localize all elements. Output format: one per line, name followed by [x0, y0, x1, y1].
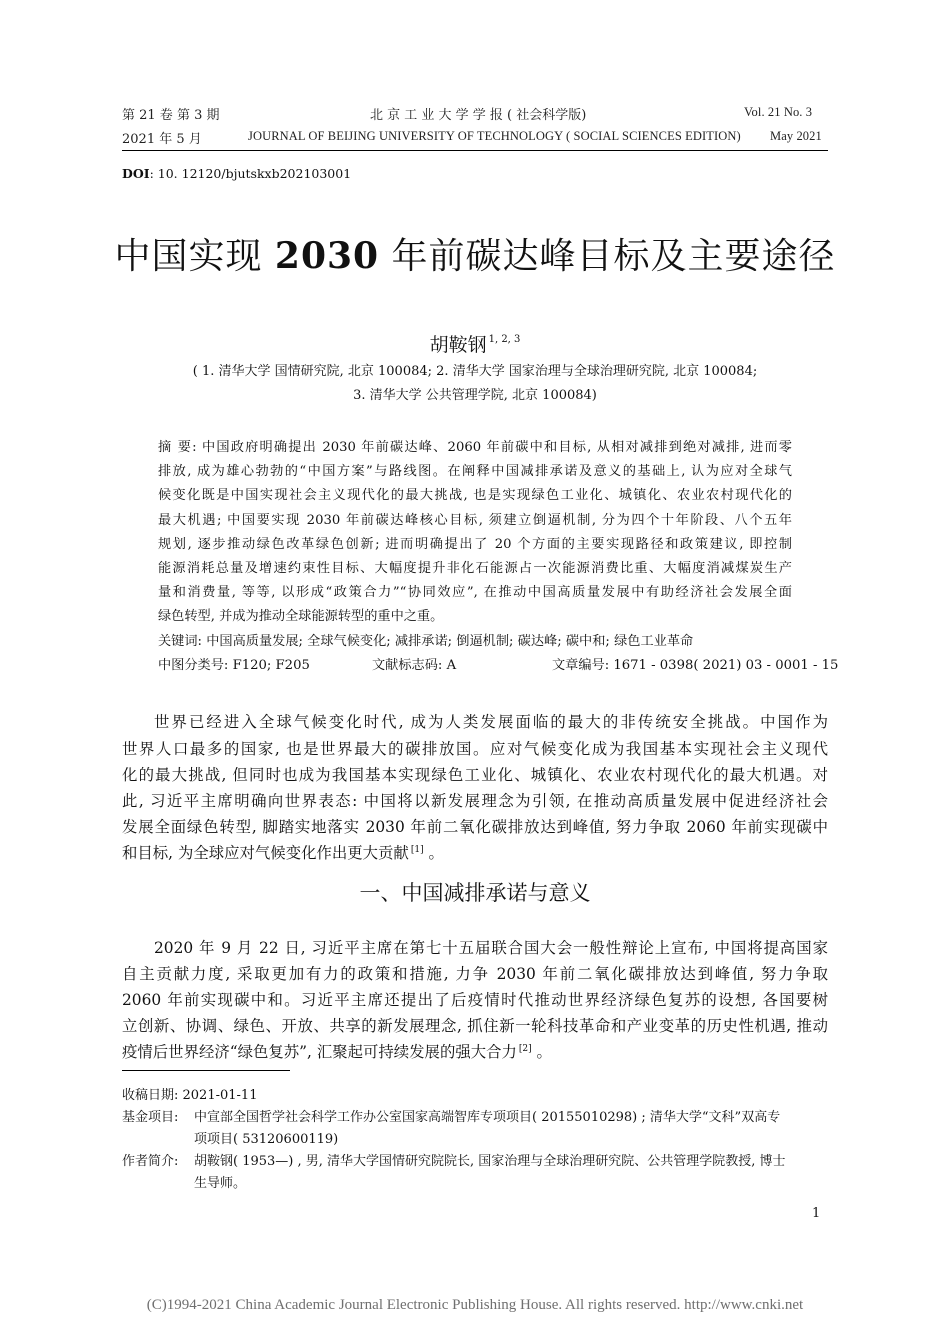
- affiliation-line: 3. 清华大学 公共管理学院, 北京 100084): [353, 388, 597, 403]
- document-code: 文献标志码: A: [372, 658, 457, 673]
- section1-line: 自主贡献力度, 采取更加有力的政策和措施, 力争 2030 年前二氧化碳排放达到峰值, 努力争取: [122, 965, 828, 983]
- author-bio-line: 胡鞍钢( 1953—) , 男, 清华大学国情研究院院长, 国家治理与全球治理研究院、公共管理学院教授, 博士: [194, 1154, 786, 1169]
- article-number: 文章编号: 1671 - 0398( 2021) 03 - 0001 - 15: [552, 658, 839, 673]
- section1-line: 立创新、协调、绿色、开放、共享的新发展理念, 抓住新一轮科技革命和产业变革的历史性机遇, 推动: [122, 1017, 828, 1035]
- intro-last-line: [122, 841, 828, 863]
- abstract-line: 摘 要: 中国政府明确提出 2030 年前碳达峰、2060 年前碳中和目标, 从相对减排到绝对减排, 进而零: [158, 440, 792, 455]
- intro-line: 化的最大挑战, 但同时也成为我国基本实现绿色工业化、城镇化、农业农村现代化的最大机遇。对: [122, 766, 828, 784]
- title-pre: 中国实现: [114, 236, 275, 277]
- title-year: 2030: [274, 235, 380, 277]
- fund-text-line: 中宣部全国哲学社会科学工作办公室国家高端智库专项项目( 20155010298) ; 清华大学“文科”双高专: [194, 1110, 781, 1125]
- intro-last-text: 和目标, 为全球应对气候变化作出更大贡献: [122, 844, 409, 862]
- title-post: 年前碳达峰目标及主要途径: [379, 236, 836, 277]
- author-name: 胡鞍钢: [429, 334, 487, 356]
- header-vol-no-en: Vol. 21 No. 3: [744, 105, 813, 119]
- section1-last-text: 疫情后世界经济“绿色复苏”, 汇聚起可持续发展的强大合力: [122, 1043, 517, 1061]
- abstract-line: 能源消耗总量及增速约束性目标、大幅度提升非化石能源占一次能源消费比重、大幅度消减煤炭生产: [158, 561, 792, 576]
- header-date-en: May 2021: [770, 129, 822, 143]
- fund-label: 基金项目:: [122, 1110, 179, 1125]
- intro-line: 世界人口最多的国家, 也是世界最大的碳排放国。应对气候变化成为我国基本实现社会主义现代: [122, 740, 828, 758]
- keywords: 关键词: 中国高质量发展; 全球气候变化; 减排承诺; 倒逼机制; 碳达峰; 碳中和; 绿色工业革命: [158, 634, 694, 649]
- affiliation-line: ( 1. 清华大学 国情研究院, 北京 100084; 2. 清华大学 国家治理与全球治理研究院, 北京 100084;: [192, 364, 758, 379]
- author: [0, 330, 950, 357]
- author-affiliation-marks: 1, 2, 3: [488, 334, 521, 345]
- copyright-notice: (C)1994-2021 China Academic Journal Electronic Publishing House. All rights reserved. http://www.cnki.net: [146, 1297, 804, 1313]
- author-bio-label: 作者简介:: [122, 1154, 179, 1169]
- section1-last-end: 。: [531, 1043, 552, 1061]
- section-heading: 一、中国减排承诺与意义: [359, 881, 591, 905]
- abstract-line: 量和消费量, 等等, 以形成“政策合力”“协同效应”, 在推动中国高质量发展中有助经济社会发展全面: [158, 585, 792, 600]
- doi: [122, 166, 351, 181]
- header-journal-cn: 北 京 工 业 大 学 学 报 ( 社会科学版): [370, 108, 587, 123]
- section1-line: 2020 年 9 月 22 日, 习近平主席在第七十五届联合国大会一般性辩论上宣布, 中国将提高国家: [154, 939, 828, 957]
- intro-line: 此, 习近平主席明确向世界表态: 中国将以新发展理念为引领, 在推动高质量发展中促进经济社会: [122, 792, 828, 810]
- abstract-line: 候变化既是中国实现社会主义现代化的最大挑战, 也是实现绿色工业化、城镇化、农业农村现代化的: [158, 488, 792, 503]
- abstract-line: 排放, 成为雄心勃勃的“中国方案”与路线图。在阐释中国减排承诺及意义的基础上, 认为应对全球气: [158, 464, 792, 479]
- paper-title: [0, 228, 950, 279]
- section1-line: 2060 年前实现碳中和。习近平主席还提出了后疫情时代推动世界经济绿色复苏的设想, 各国要树: [122, 991, 828, 1009]
- author-bio-line: 生导师。: [194, 1176, 247, 1191]
- intro-line: 世界已经进入全球气候变化时代, 成为人类发展面临的最大的非传统安全挑战。中国作为: [154, 713, 828, 731]
- header-journal-en: JOURNAL OF BEIJING UNIVERSITY OF TECHNOLOGY ( SOCIAL SCIENCES EDITION): [248, 129, 741, 143]
- intro-line: 发展全面绿色转型, 脚踏实地落实 2030 年前二氧化碳排放达到峰值, 努力争取 2060 年前实现碳中: [122, 818, 828, 836]
- clc-number: 中图分类号: F120; F205: [158, 658, 310, 673]
- header-rule: [122, 150, 828, 151]
- abstract-line: 最大机遇; 中国要实现 2030 年前碳达峰核心目标, 须建立倒逼机制, 分为四个十年阶段、八个五年: [158, 513, 792, 528]
- abstract-line: 绿色转型, 并成为推动全球能源转型的重中之重。: [158, 609, 444, 624]
- doi-value: : 10. 12120/bjutskxb202103001: [149, 166, 352, 181]
- header-volume-issue: 第 21 卷 第 3 期: [122, 108, 220, 123]
- fund-text-line: 项项目( 53120600119): [194, 1132, 339, 1147]
- citation-ref-1[interactable]: [1]: [410, 845, 424, 855]
- doi-label: DOI: [122, 166, 150, 181]
- intro-last-end: 。: [423, 844, 444, 862]
- citation-ref-2[interactable]: [2]: [518, 1044, 532, 1054]
- footnote-rule: [122, 1070, 290, 1071]
- received-date: 收稿日期: 2021-01-11: [122, 1088, 258, 1103]
- abstract-line: 规划, 逐步推动绿色改革绿色创新; 进而明确提出了 20 个方面的主要实现路径和政策建议, 即控制: [158, 537, 792, 552]
- section1-last-line: [122, 1040, 828, 1062]
- header-date-cn: 2021 年 5 月: [122, 132, 202, 147]
- page-number: 1: [812, 1206, 821, 1221]
